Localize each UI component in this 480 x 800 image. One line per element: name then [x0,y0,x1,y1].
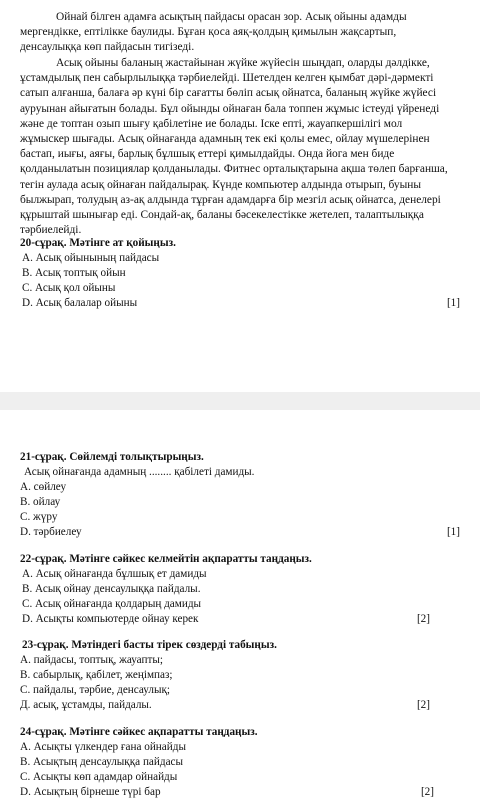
option-c: C. Асық ойнағанда қолдарың дамиды [22,598,202,610]
question-title: 22-сұрақ. Мәтінге сәйкес келмейтін ақпаратты таңдаңыз. [20,553,312,565]
option-d-row [20,296,460,311]
option-d: D. Асықты компьютерде ойнау керек [22,613,199,625]
question-24 [20,725,460,800]
option-d-row [20,525,460,540]
option-b: B. ойлау [20,496,61,508]
option-d: D. Асықтың бірнеше түрі бар [20,786,161,798]
question-title: 23-сұрақ. Мәтіндегі басты тірек сөздерді табыңыз. [22,639,277,651]
text-line: бастап, иығы, аяғы, барлық бұлшық еттері қимылдайды. Онда йога мен биде [20,148,395,161]
question-23 [20,638,460,713]
text-line: денсаулыққа көп пайдасын тигізеді. [20,41,195,54]
option-a: A. Асықты үлкендер ғана ойнайды [20,741,186,753]
text-line: сатып алғанша, балаға әр күні бір сағатты бөліп асық ойнатса, баланың жүйке жүйесі [20,87,437,100]
page-separator [0,392,480,410]
option-d: Д. асық, ұстамды, пайдалы. [20,699,152,711]
question-title: 24-сұрақ. Мәтінге сәйкес ақпаратты таңдаңыз. [20,726,258,738]
text-line: былжырап, толудың аз-ақ алдында тұрған адамдарға бір мезгіл асық ойнатса, денелері [20,193,441,206]
score-mark: [2] [416,613,430,625]
question-21 [20,450,460,540]
option-d: D. Асық балалар ойыны [22,297,138,309]
option-b: B. Асық ойнау денсаулыққа пайдалы. [22,583,201,595]
text-line: ауруынан айығатын болады. Бұл ойынды ойнаған бала топпен жұмыс істеуді үйренеді [20,102,440,115]
score-mark: [2] [420,786,434,798]
option-b: B. Асықтың денсаулыққа пайдасы [20,756,184,768]
option-a: A. пайдасы, топтық, жауапты; [20,654,163,666]
score-mark: [2] [416,699,430,711]
text-line: жұмыскер шығады. Асық ойнағанда адамның тек екі қолы емес, ойлау мүшелерінен [20,133,430,146]
option-d-row [20,612,460,627]
option-d: D. тәрбиелеу [20,526,82,538]
option-a: A. сөйлеу [20,481,67,493]
option-b: B. сабырлық, қабілет, жеңімпаз; [20,669,173,681]
option-d-row [20,698,460,713]
option-b: B. Асық топтық ойын [22,267,126,279]
page-bottom [0,410,480,800]
question-title: 21-сұрақ. Сөйлемді толықтырыңыз. [20,451,204,463]
option-d-row [20,785,460,800]
text-line: тегін аулада асық ойнаған пайдалырақ. Күнде компьютер алдында отырып, буыны [20,178,422,191]
reading-paragraph-2 [20,56,462,238]
option-a: A. Асық ойынының пайдасы [22,252,160,264]
page-top [0,0,480,392]
text-line: ұстамдылық пен сабырлылыққа тәрбиелейді. Шетелден келген қымбат дәрі-дәрмекті [20,72,434,85]
question-20 [20,236,460,311]
text-line: тәрбиелейді. [20,224,82,237]
option-c: C. Асықты көп адамдар ойнайды [20,771,178,783]
option-c: C. Асық қол ойыны [22,282,116,294]
option-c: C. пайдалы, тәрбие, денсаулық; [20,684,171,696]
score-mark: [1] [446,526,460,538]
text-line: қолданылатын позициялар қолданылады. Фитнес орталықтарына ақша төлеп барғанша, [20,163,448,176]
text-line: мергендікке, ептілікке баулиды. Бұған қоса аяқ-қолдың қимылын жақсартып, [20,26,397,39]
score-mark: [1] [446,297,460,309]
text-line: Асық ойыны баланың жастайынан жүйке жүйесін шыңдап, оларды дәлдікке, [56,57,430,69]
option-a: A. Асық ойнағанда бұлшық ет дамиды [22,568,207,580]
option-c: C. жүру [20,511,58,523]
text-line: құрыштай шынығар еді. Сондай-ақ, баланы бәсекелестікке жетелеп, талаптылыққа [20,209,424,222]
text-line: Ойнай білген адамға асықтың пайдасы орасан зор. Асық ойыны адамды [56,11,407,23]
text-line: және де топтан озып шығу қабілетіне ие болады. Іске епті, жауапкершілігі мол [20,117,403,130]
question-title: 20-сұрақ. Мәтінге ат қойыңыз. [20,237,176,249]
question-sentence: Асық ойнағанда адамның ........ қабілеті дамиды. [24,466,255,478]
question-22 [20,552,460,627]
reading-paragraph-1 [20,10,462,56]
